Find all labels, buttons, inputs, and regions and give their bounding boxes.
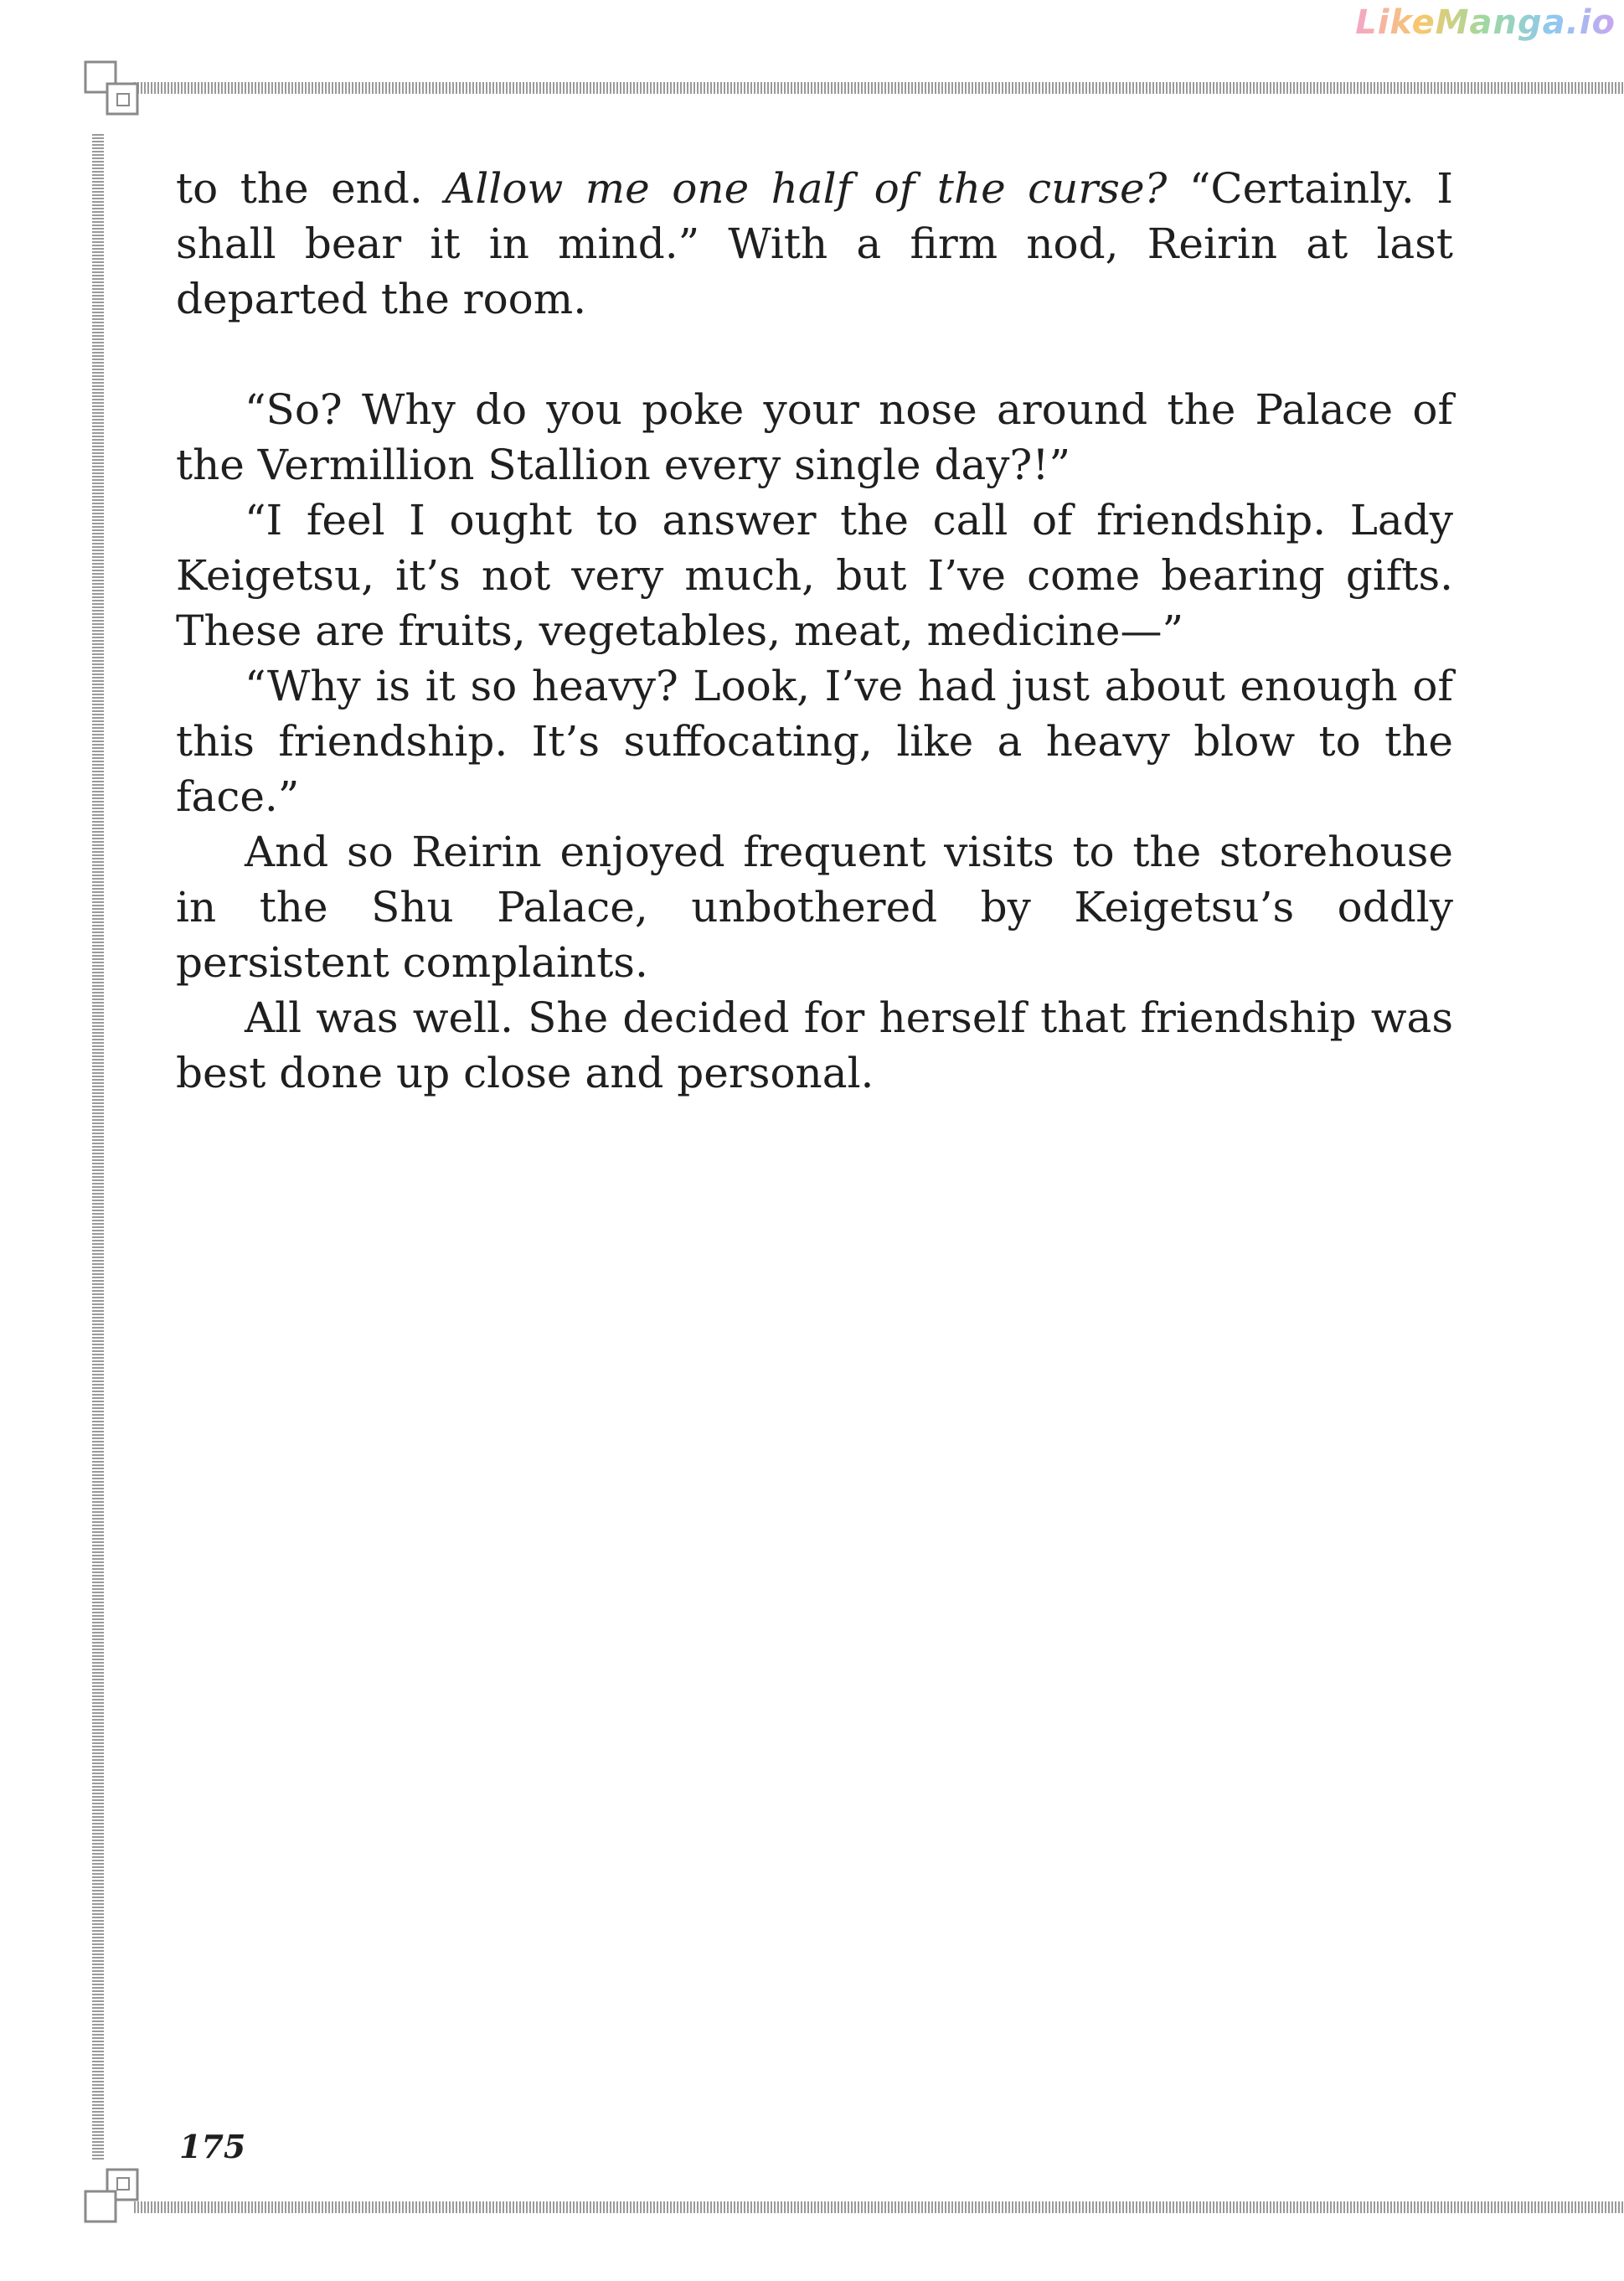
watermark-logo: LikeManga.io — [1355, 3, 1616, 42]
paragraph-6: All was well. She decided for herself that friendship was best done up close and personal. — [176, 993, 1453, 1097]
paragraph-1: to the end. Allow me one half of the curse? “Certainly. I shall bear it in mind.” With a firm nod, Reirin at last departed the room. — [176, 164, 1453, 323]
paragraph-2: “So? Why do you poke your nose around the Palace of the Vermillion Stallion every single day?!” — [176, 385, 1453, 489]
paragraph-5: And so Reirin enjoyed frequent visits to the storehouse in the Shu Palace, unbothered by Keigetsu’s oddly persistent complaints. — [176, 828, 1453, 987]
page-border-bottom — [134, 2201, 1624, 2213]
paragraph-3: “I feel I ought to answer the call of friendship. Lady Keigetsu, it’s not very much, but I’ve come bearing gifts. These are fruits, vegetables, meat, medicine—” — [176, 496, 1453, 655]
corner-ornament-top — [84, 60, 159, 136]
paragraph-4: “Why is it so heavy? Look, I’ve had just about enough of this friendship. It’s suffocating, like a heavy blow to the face.” — [176, 662, 1453, 821]
page-border-left — [92, 134, 104, 2161]
corner-ornament-bottom — [84, 2153, 159, 2228]
body-text — [176, 161, 1453, 1101]
italic-phrase: Allow me one half of the curse? — [445, 164, 1168, 213]
page-border-top — [134, 82, 1624, 94]
page-number: 175 — [179, 2128, 246, 2165]
